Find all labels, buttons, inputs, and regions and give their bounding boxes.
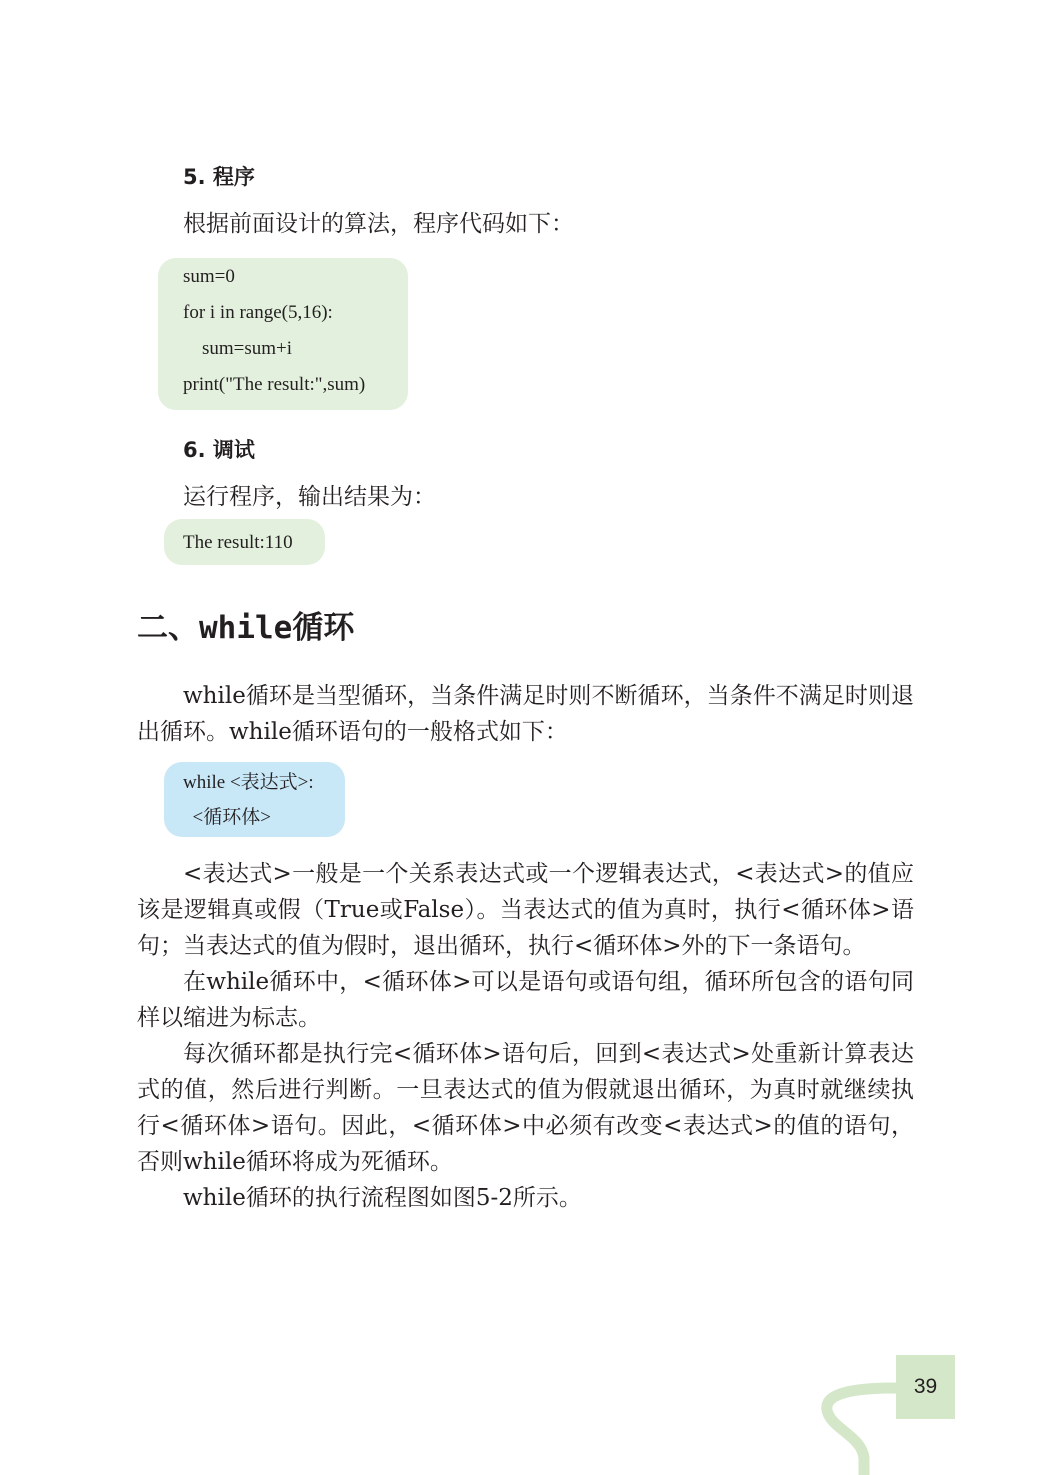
code-line: for i in range(5,16): [183, 302, 333, 323]
syntax-line: while <表达式>: [183, 772, 314, 793]
section-5-intro: 根据前面设计的算法，程序代码如下： [183, 211, 574, 237]
page-number-tab [896, 1355, 955, 1419]
flowchart-reference-paragraph: while循环的执行流程图如图5-2所示。 [183, 1185, 582, 1211]
section-6-intro: 运行程序，输出结果为： [183, 484, 436, 510]
section-6-heading: 6. 调试 [183, 438, 255, 462]
section-5-heading: 5. 程序 [183, 165, 255, 189]
code-line: sum=sum+i [183, 338, 293, 359]
code-line: sum=0 [183, 266, 235, 287]
expression-paragraph: <表达式>一般是一个关系表达式或一个逻辑表达式，<表达式>的值应该是逻辑真或假（True或False）。当表达式的值为真时，执行<循环体>语句；当表达式的值为假时，退出循环，执行<循环体>外的下一条语句。 [137, 861, 914, 959]
while-loop-heading: 二、while循环 [137, 610, 355, 646]
code-line: print("The result:",sum) [183, 374, 366, 395]
while-intro-paragraph: while循环是当型循环，当条件满足时则不断循环，当条件不满足时则退出循环。while循环语句的一般格式如下： [137, 683, 914, 745]
page-number: 39 [913, 1375, 938, 1398]
syntax-line: <循环体> [183, 807, 271, 828]
loop-execution-paragraph: 每次循环都是执行完<循环体>语句后，回到<表达式>处重新计算表达式的值，然后进行判断。一旦表达式的值为假就退出循环，为真时就继续执行<循环体>语句。因此，<循环体>中必须有改变<表达式>的值的语句，否则while循环将成为死循环。 [137, 1041, 914, 1175]
loop-body-paragraph: 在while循环中，<循环体>可以是语句或语句组，循环所包含的语句同样以缩进为标志。 [137, 969, 914, 1031]
output-line: The result:110 [183, 532, 293, 553]
